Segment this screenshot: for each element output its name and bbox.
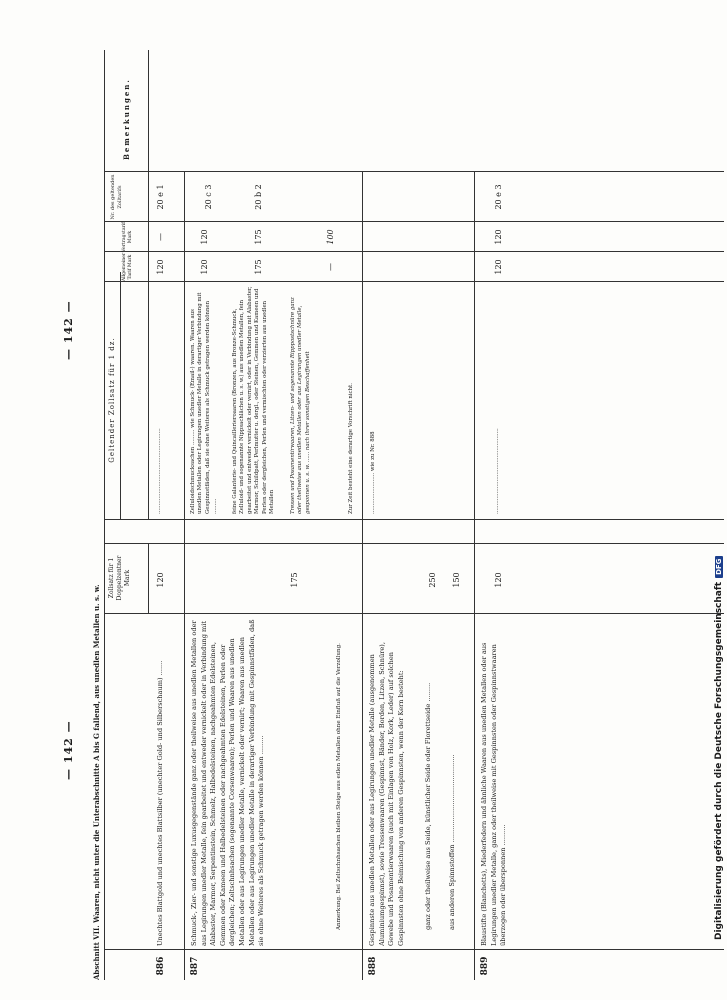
article-number: 889 xyxy=(480,956,490,976)
rate-text: Zelluloidschmucksachen ......... wie Schmuck- (Email-) waaren. Waaren aus unedlen Metallen oder Legirungen unedler Metalle in derartiger Verbindung mit Gespinnstfäden, daß sie ohne Weiteres als Schmuck getragen werden können ......... xyxy=(190,292,219,514)
rate-column-header: Zollsatz für 1 Doppelzentner Mark xyxy=(108,555,131,601)
article-number: 886 xyxy=(156,956,166,976)
dfg-logo: DFG xyxy=(715,556,723,578)
remarks-header: Bemerkungen. xyxy=(122,78,131,160)
column-divider xyxy=(104,171,724,172)
article-subtext: aus anderen Spinnstoffen .......................................... xyxy=(448,754,456,930)
general-rate: 120 xyxy=(200,259,209,275)
column-divider xyxy=(104,281,724,282)
rate-text: ........................ wie zu Nr. 888 xyxy=(370,431,376,514)
main-rate-header: Geltender Zollsatz für 1 dz. xyxy=(108,337,116,463)
general-tariff-header: Allgemeiner Tarif Mark xyxy=(122,252,133,282)
header-rule xyxy=(148,50,149,520)
treaty-rate: 120 xyxy=(494,229,503,245)
general-rate: 175 xyxy=(254,259,263,275)
rate-text: feine Galanterie- und Quincaillerieroaaren (Bronzen, aus Bronze-Schmuck, Zelluloid- und sogenannte Nippsachlächen u. s. w.) aus unedlen Metallen, fein gearbeitet und entweder vernickelt oder vernirt, oder in Verbindung mit Alabaster, Marmor, Schildpatt, Perlmutter u. dergl., oder Steinen, Gemmen und Kameen und Perlen oder dergleichen, Perlen und vermischten oder verzierten aus unedlen Metallen xyxy=(232,286,276,514)
table-top-rule xyxy=(104,520,105,980)
rate-text: .................................................. xyxy=(156,428,162,514)
column-divider xyxy=(104,221,724,222)
article-subtext: ganz oder theilweise aus Seide, künstlicher Seide oder Florettseide ......... xyxy=(424,682,432,930)
left-page xyxy=(0,520,727,980)
tariff-number-header: Nr. des geltenden Zolltarifs xyxy=(110,174,123,220)
article-rate: 120 xyxy=(156,572,165,588)
dfg-credit-text: Digitalisierung gefördert durch die Deutsche Forschungsgemeinschaft xyxy=(714,581,724,940)
article-text: Schmuck-, Zier- und sonstige Luxusgegenstände ganz oder theilweise aus unedlen Metallen oder aus Legirungen unedler Metalle, fein gearbeitet und entweder vernickelt oder in Verbindung mit Alabaster, Marmor, Serpentinstein, Schmelz, Halbedelsteinen, nachgeahmten Edelsteinen, Gemmen oder Kameen und Halbedelsteinen oder nachgeahmten Edelsteinen, Perlen oder dergleichen; Zeltschnhsachen (sogenannte Corsenwaaren); Perlen und Waaren aus unedlen Metallen oder aus Legirungen unedler Metalle, vernickelt oder vernirt; Waaren aus unedlen Metallen oder aus Legirungen unedler Metalle in derartiger Verbindung mit Gespinnstfäden, daß sie ohne Weiteres als Schmuck getragen werden können ......... xyxy=(190,619,266,946)
header-rule xyxy=(120,272,121,520)
treaty-rate: 175 xyxy=(254,229,263,245)
header-rule xyxy=(148,544,149,614)
article-rate: 120 xyxy=(494,572,503,588)
row-rule xyxy=(474,520,475,980)
row-rule xyxy=(184,520,185,980)
general-rate: 120 xyxy=(494,259,503,275)
right-page-number: — 142 — xyxy=(62,300,75,360)
rate-text: .................................................. xyxy=(494,428,500,514)
article-rate: 250 xyxy=(428,572,437,588)
right-page xyxy=(0,20,727,520)
article-rate: 175 xyxy=(290,572,299,588)
left-table xyxy=(104,520,724,980)
column-divider xyxy=(104,949,724,950)
article-number: 888 xyxy=(368,956,378,976)
article-rate: 150 xyxy=(452,572,461,588)
general-rate: — xyxy=(326,263,335,271)
tariff-number: 20 c 3 xyxy=(204,184,213,210)
row-rule xyxy=(362,172,363,520)
column-divider xyxy=(104,613,724,614)
general-rate: 120 xyxy=(156,259,165,275)
column-divider xyxy=(104,251,724,252)
right-table xyxy=(104,50,724,520)
row-rule xyxy=(184,172,185,520)
dfg-credit xyxy=(714,556,724,940)
tariff-number: 20 e 3 xyxy=(494,184,503,210)
tariff-number: 20 b 2 xyxy=(254,184,263,210)
column-divider xyxy=(104,543,724,544)
row-rule xyxy=(362,520,363,980)
column-divider xyxy=(104,519,724,520)
rate-text: Tressen und Posamentirwaaren, Litzen- und sogenannte Ripppostschnüre ganz oder theilweise aus unedlen Metallen oder aus Legirungen unedler Metalle, gesponnen u. s. w. ...... nach ihrer sonstigen Beschaffenheit xyxy=(290,297,311,514)
treaty-tariff-header: Vertragstarif Mark xyxy=(122,222,133,252)
row-rule xyxy=(474,172,475,520)
article-text: Unechtes Blattgold und unechtes Blattsilber (unechter Gold- und Silberschaum) ....... xyxy=(156,660,164,946)
article-number: 887 xyxy=(190,956,200,976)
article-text: Blaustifte (Blanchetts), Miederfedern und ähnliche Waaren aus unedlen Metallen oder aus Legirungen unedler Metalle, ganz oder theilweise mit Gespinnsten oder Gespinnstwaaren überzogen oder übersponnen .......... xyxy=(480,642,508,946)
article-text: Gespinnste aus unedlen Metallen oder aus Legirungen unedler Metalle (ausgenommen Aluminiumgespinnst), sowie Tressenwaaren (Gespinnst, Bänder, Borden, Litzen, Schnüre), Gewebe und Posamentierwaaren (auch mit Einlagen von Holz, Kork, Leder) auf solchen Gespinnsten ohne Beimischung von anderen Gespinnsten, wenn der Kern besteht: xyxy=(368,642,405,946)
tariff-number: 20 e 1 xyxy=(156,184,165,210)
article-note: Anmerkung. Bei Zeltschnhsachen bleiben Steige aus edlen Metallen ohne Einfluß auf die Verzollung. xyxy=(336,643,342,930)
left-page-number: — 142 — xyxy=(62,720,75,780)
treaty-rate: — xyxy=(156,233,165,241)
section-heading: Abschnitt VII. Waaren, nicht unter die Unterabschnitte A bis G fallend, aus unedlen Metallen u. s. w. xyxy=(92,584,101,980)
treaty-rate: 100 xyxy=(326,229,335,245)
treaty-rate: 120 xyxy=(200,229,209,245)
table-top-rule xyxy=(104,50,105,520)
rate-text: Zur Zeit besteht eine derartige Vorschrift nicht. xyxy=(348,383,354,514)
